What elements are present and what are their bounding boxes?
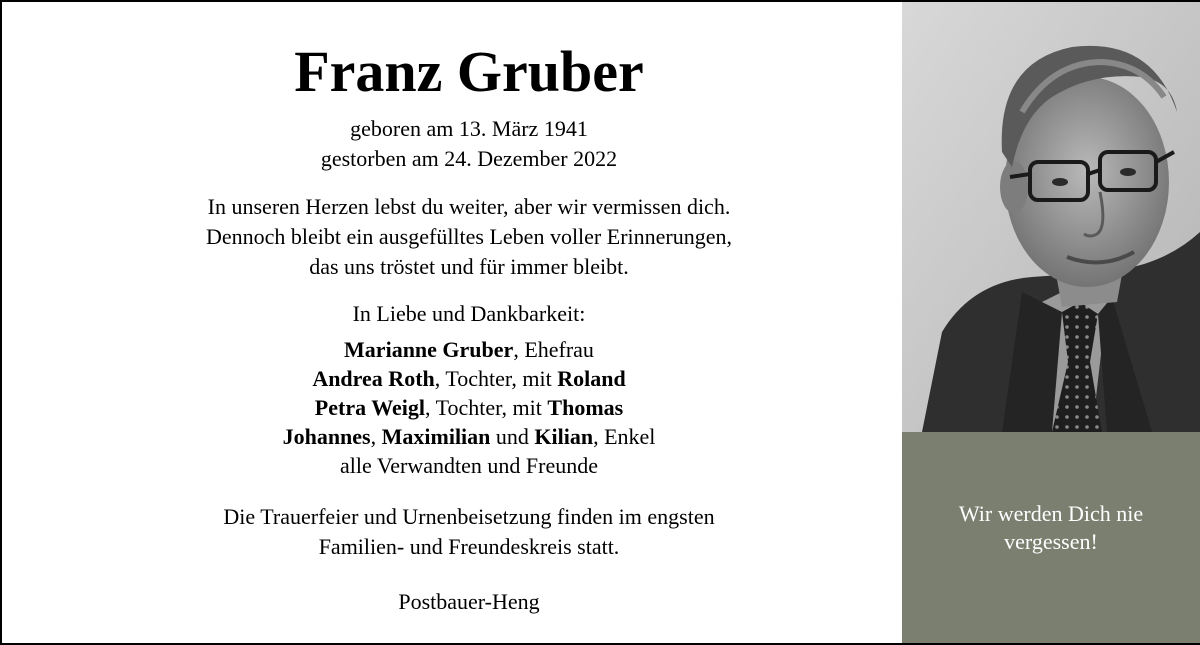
life-dates	[2, 114, 936, 174]
mourner-partner: Roland	[557, 366, 626, 391]
ceremony-line: Die Trauerfeier und Urnenbeisetzung finden im engsten	[223, 504, 715, 529]
mourners-list	[2, 335, 936, 480]
mourner-relation: , Tochter, mit	[424, 395, 548, 420]
mourner-row	[2, 335, 936, 364]
mourner-name: Andrea Roth	[312, 366, 435, 391]
separator: und	[490, 424, 535, 449]
memorial-verse	[2, 192, 936, 282]
mourner-relation: , Ehefrau	[513, 337, 594, 362]
mourner-row	[2, 364, 936, 393]
mourner-row: alle Verwandten und Freunde	[339, 453, 599, 478]
mourner-partner: Thomas	[547, 395, 624, 420]
motto-line: vergessen!	[1004, 529, 1098, 554]
verse-line: Dennoch bleibt ein ausgefülltes Leben voller Erinnerungen,	[206, 224, 732, 249]
birth-date: geboren am 13. März 1941	[350, 116, 588, 141]
portrait-photo	[902, 2, 1200, 432]
portrait-illustration	[902, 2, 1200, 432]
deceased-name: Franz Gruber	[294, 39, 644, 104]
mourner-row	[2, 393, 936, 422]
obituary-text-area	[2, 2, 902, 643]
separator: ,	[370, 424, 382, 449]
grandchild-name: Johannes	[282, 424, 371, 449]
mourner-relation: , Tochter, mit	[434, 366, 558, 391]
side-column	[902, 2, 1200, 643]
motto-panel	[902, 432, 1200, 643]
place-name: Postbauer-Heng	[398, 589, 540, 614]
verse-line: In unseren Herzen lebst du weiter, aber wir vermissen dich.	[207, 194, 731, 219]
mourner-name: Petra Weigl	[314, 395, 425, 420]
mourner-relation: , Enkel	[593, 424, 656, 449]
thanks-line: In Liebe und Dankbarkeit:	[352, 301, 586, 326]
grandchild-name: Maximilian	[381, 424, 491, 449]
motto-line: Wir werden Dich nie	[958, 501, 1144, 526]
ceremony-info	[2, 502, 936, 562]
motto-text	[902, 500, 1200, 556]
mourner-name: Marianne Gruber	[344, 337, 514, 362]
verse-line: das uns tröstet und für immer bleibt.	[309, 254, 629, 279]
ceremony-line: Familien- und Freundeskreis statt.	[318, 534, 620, 559]
mourner-row	[2, 422, 936, 451]
grandchild-name: Kilian	[534, 424, 594, 449]
death-date: gestorben am 24. Dezember 2022	[320, 146, 618, 171]
